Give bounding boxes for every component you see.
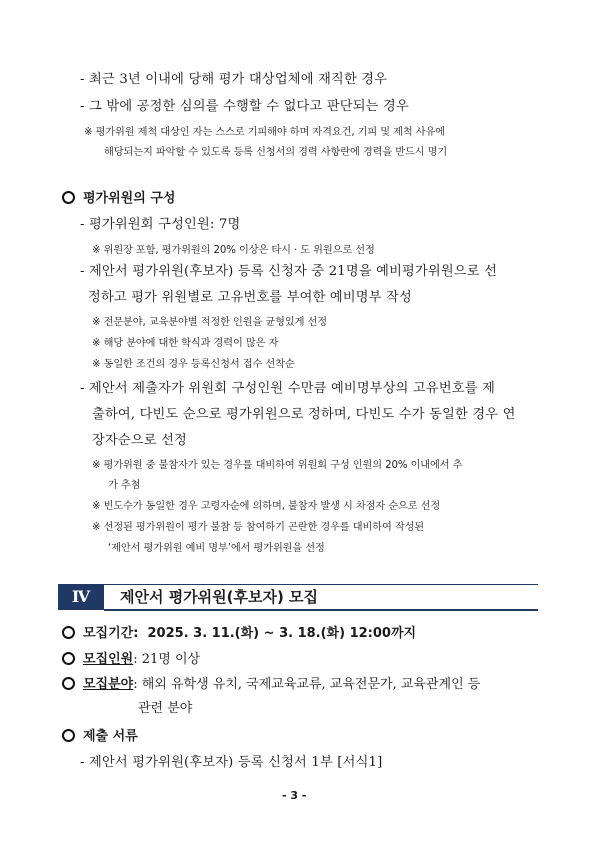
recruit-people: 모집인원: 21명 이상: [62, 648, 200, 667]
reserve-line-2: 정하고 평가 위원별로 고유번호를 부여한 예비명부 작성: [88, 290, 412, 305]
selection-line-3: 장자순으로 선정: [92, 433, 187, 448]
note-balance: ※ 전문분야, 교육분야별 적정한 인원을 균형있게 선정: [92, 317, 327, 328]
selection-line-1: - 제안서 제출자가 위원회 구성인원 수만큼 예비명부상의 고유번호를 제: [80, 381, 496, 396]
docs-heading: 제출 서류: [62, 725, 138, 744]
note-first-come: ※ 동일한 조건의 경우 등록신청서 접수 선착순: [92, 359, 295, 370]
section-rule-top: [104, 584, 538, 585]
note-absentee-1: ※ 평가위원 중 불참자가 있는 경우를 대비하여 위원회 구성 인원의 20% 이내에서 추: [92, 460, 463, 471]
circle-bullet-icon: [62, 626, 75, 639]
criteria-line-recent-employment: - 최근 3년 이내에 당해 평가 대상업체에 재직한 경우: [80, 72, 388, 87]
note-absentee-2: 가 추첨: [108, 480, 141, 491]
note-expertise: ※ 해당 분야에 대한 학식과 경력이 많은 자: [92, 338, 279, 349]
note-tie: ※ 빈도수가 동일한 경우 고령자순에 의하며, 불참자 발생 시 차점자 순으로 선정: [92, 501, 441, 512]
note-chair: ※ 위원장 포함, 평가위원의 20% 이상은 타시 · 도 위원으로 선정: [92, 245, 375, 256]
section-header: [58, 584, 538, 610]
criteria-line-unfair: - 그 밖에 공정한 심의를 수행할 수 없다고 판단되는 경우: [80, 99, 409, 114]
circle-bullet-icon: [62, 729, 75, 742]
circle-bullet-icon: [62, 677, 75, 690]
note-substitute-2: ‘제안서 평가위원 예비 명부’에서 평가위원을 선정: [108, 543, 325, 554]
composition-heading: 평가위원의 구성: [62, 187, 175, 206]
page-number: - 3 -: [282, 789, 307, 802]
recruit-field: 모집분야: 해외 유학생 유치, 국제교육교류, 교육전문가, 교육관계인 등: [62, 673, 480, 692]
composition-size: - 평가위원회 구성인원: 7명: [80, 217, 241, 232]
circle-bullet-icon: [62, 652, 75, 665]
selection-line-2: 출하여, 다빈도 순으로 평가위원으로 정하며, 다빈도 수가 동일한 경우 연: [92, 407, 516, 422]
recruit-field-cont: 관련 분야: [138, 701, 193, 716]
recruit-period: 모집기간: 2025. 3. 11.(화) ~ 3. 18.(화) 12:00까지: [62, 622, 416, 641]
docs-registration-form: - 제안서 평가위원(후보자) 등록 신청서 1부 [서식1]: [80, 755, 383, 770]
section-title: 제안서 평가위원(후보자) 모집: [120, 588, 319, 606]
note-recusal-1: ※ 평가위원 제척 대상인 자는 스스로 기피해야 하며 자격요건, 기피 및 제척 사유에: [84, 127, 445, 138]
section-rule-bottom: [104, 609, 538, 611]
note-substitute-1: ※ 선정된 평가위원이 평가 불참 등 참여하기 곤란한 경우를 대비하여 작성된: [92, 522, 425, 533]
section-number: Ⅳ: [58, 584, 104, 610]
note-recusal-2: 해당되는지 파악할 수 있도록 등록 신청서의 경력 사항란에 경력을 반드시 명기: [104, 147, 448, 158]
reserve-line-1: - 제안서 평가위원(후보자) 등록 신청자 중 21명을 예비평가위원으로 선: [80, 264, 498, 279]
circle-bullet-icon: [62, 191, 75, 204]
